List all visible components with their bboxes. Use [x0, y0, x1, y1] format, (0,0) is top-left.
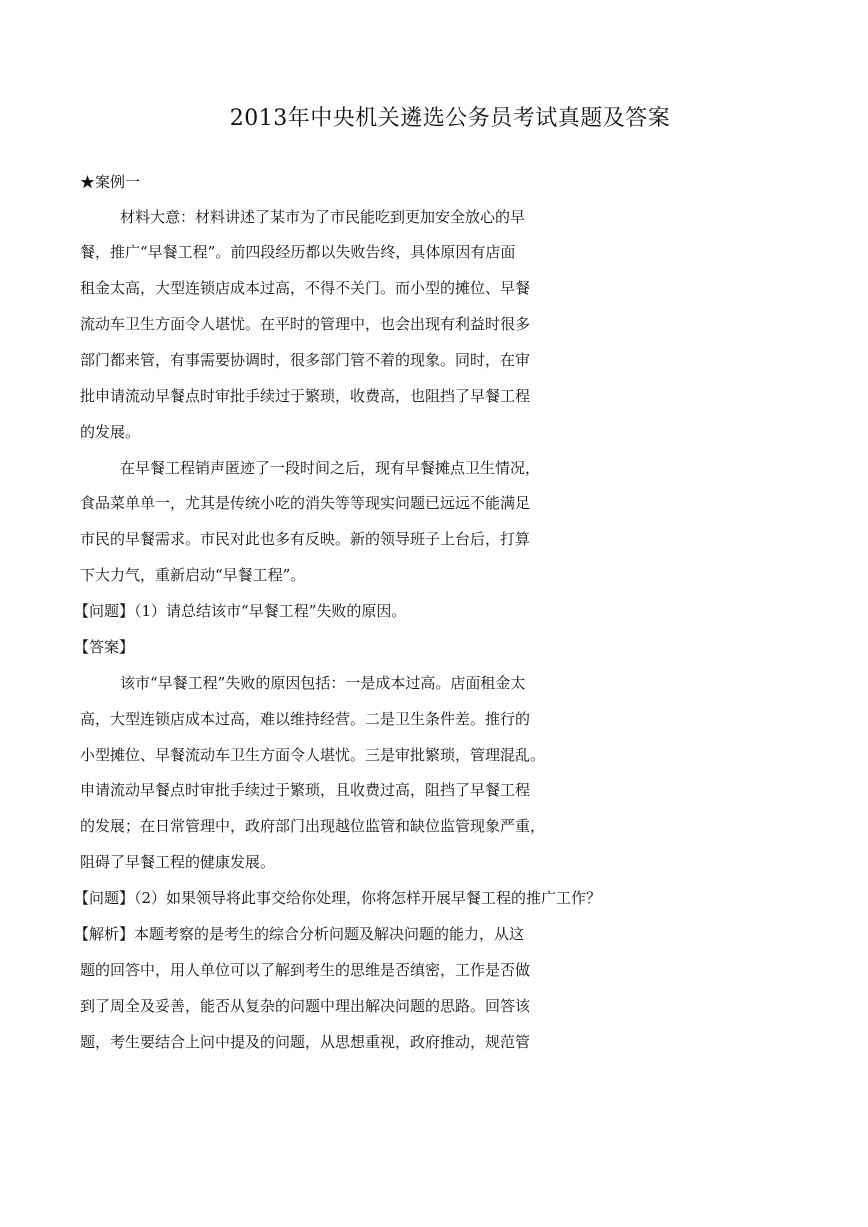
document-title: 2013年中央机关遴选公务员考试真题及答案 — [229, 106, 671, 131]
text-line: 的发展；在日常管理中，政府部门出现越位监管和缺位监管现象严重， — [80, 817, 546, 835]
text-line: 材料大意：材料讲述了某市为了市民能吃到更加安全放心的早 — [120, 208, 526, 226]
text-line: 题的回答中，用人单位可以了解到考生的思维是否缜密，工作是否做 — [80, 961, 531, 979]
text-line: 部门都来管，有事需要协调时，很多部门管不着的现象。同时，在审 — [80, 351, 531, 369]
analysis-line: 【解析】本题考察的是考生的综合分析问题及解决问题的能力，从这 — [74, 925, 525, 943]
text-line: 租金太高，大型连锁店成本过高，不得不关门。而小型的摊位、早餐 — [80, 279, 531, 297]
text-line: 食品菜单单一，尤其是传统小吃的消失等等现实问题已远远不能满足 — [80, 494, 531, 512]
text-line: 到了周全及妥善，能否从复杂的问题中理出解决问题的思路。回答该 — [80, 997, 531, 1015]
question-1: 【问题】（1）请总结该市“早餐工程”失败的原因。 — [74, 602, 407, 620]
text-line: 小型摊位、早餐流动车卫生方面令人堪忧。三是审批繁琐，管理混乱。 — [80, 746, 546, 764]
text-line: 流动车卫生方面令人堪忧。在平时的管理中，也会出现有利益时很多 — [80, 315, 531, 333]
question-2: 【问题】（2）如果领导将此事交给你处理，你将怎样开展早餐工程的推广工作？ — [74, 889, 602, 907]
text-line: 申请流动早餐点时审批手续过于繁琐，且收费过高，阻挡了早餐工程 — [80, 781, 531, 799]
text-line: 题，考生要结合上问中提及的问题，从思想重视，政府推动，规范管 — [80, 1033, 531, 1051]
case-heading: ★案例一 — [80, 173, 141, 191]
text-line: 高，大型连锁店成本过高，难以维持经营。二是卫生条件差。推行的 — [80, 710, 531, 728]
text-line: 的发展。 — [80, 423, 141, 441]
text-line: 该市“早餐工程”失败的原因包括：一是成本过高。店面租金太 — [120, 674, 526, 692]
text-line: 餐，推广“早餐工程”。前四段经历都以失败告终，具体原因有店面 — [80, 243, 516, 261]
answer-heading: 【答案】 — [74, 638, 135, 656]
text-line: 批申请流动早餐点时审批手续过于繁琐，收费高，也阻挡了早餐工程 — [80, 387, 531, 405]
text-line: 市民的早餐需求。市民对此也多有反映。新的领导班子上台后，打算 — [80, 530, 531, 548]
text-line: 阻碍了早餐工程的健康发展。 — [80, 853, 276, 871]
text-line: 下大力气，重新启动“早餐工程”。 — [80, 566, 306, 584]
text-line: 在早餐工程销声匿迹了一段时间之后，现有早餐摊点卫生情况， — [120, 459, 541, 477]
